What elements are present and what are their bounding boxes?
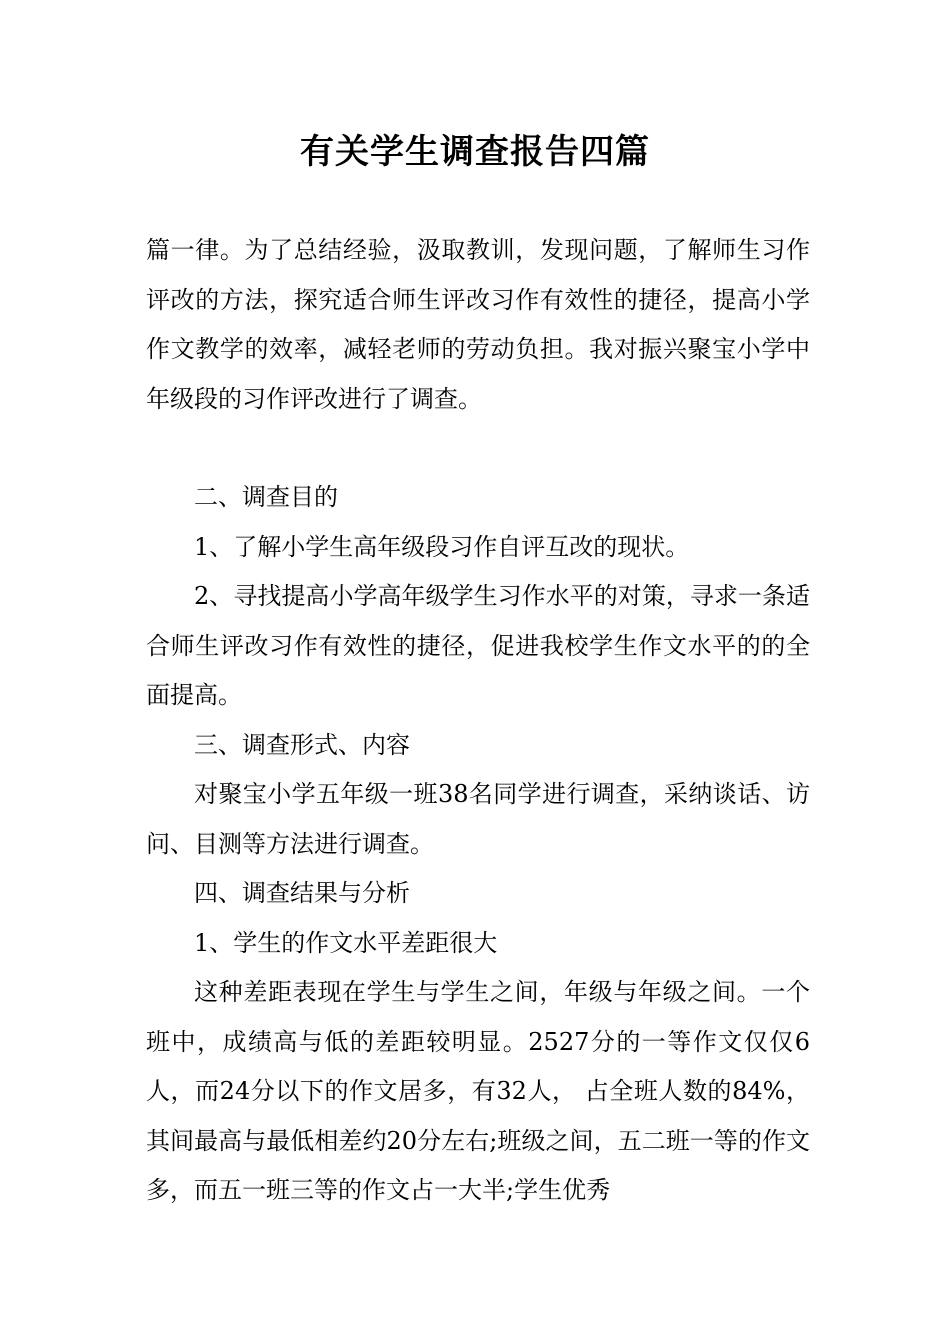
paragraph-purpose-1: 1、了解小学生高年级段习作自评互改的现状。 [194,532,690,561]
paragraph-intro: 篇一律。为了总结经验，汲取教训，发现问题，了解师生习作评改的方法，探究适合师生评改习作有效性的捷径，提高小学作文教学的效率，减轻老师的劳动负担。我对振兴聚宝小学中年级段的习作评改进行了调查。 [146,236,810,413]
subheading-results-1: 1、学生的作文水平差距很大 [194,928,498,957]
paragraph-form: 对聚宝小学五年级一班38名同学进行调查，采纳谈话、访问、目测等方法进行调查。 [146,780,810,858]
document-title: 有关学生调查报告四篇 [300,132,650,172]
paragraph-purpose-2: 2、寻找提高小学高年级学生习作水平的对策，寻求一条适合师生评改习作有效性的捷径，促进我校学生作文水平的的全面提高。 [146,582,810,709]
section-heading-results: 四、调查结果与分析 [194,879,410,907]
section-heading-form: 三、调查形式、内容 [194,730,410,759]
document-body [146,226,810,1216]
paragraph-results-1: 这种差距表现在学生与学生之间，年级与年级之间。一个班中，成绩高与低的差距较明显。2527分的一等作文仅仅6人，而24分以下的作文居多，有32人， 占全班人数的84%，其间最高与最低相差约20分左右;班级之间，五二班一等的作文多，而五一班三等的作文占一大半;学生优秀 [146,978,810,1204]
section-heading-purpose: 二、调查目的 [194,483,338,511]
